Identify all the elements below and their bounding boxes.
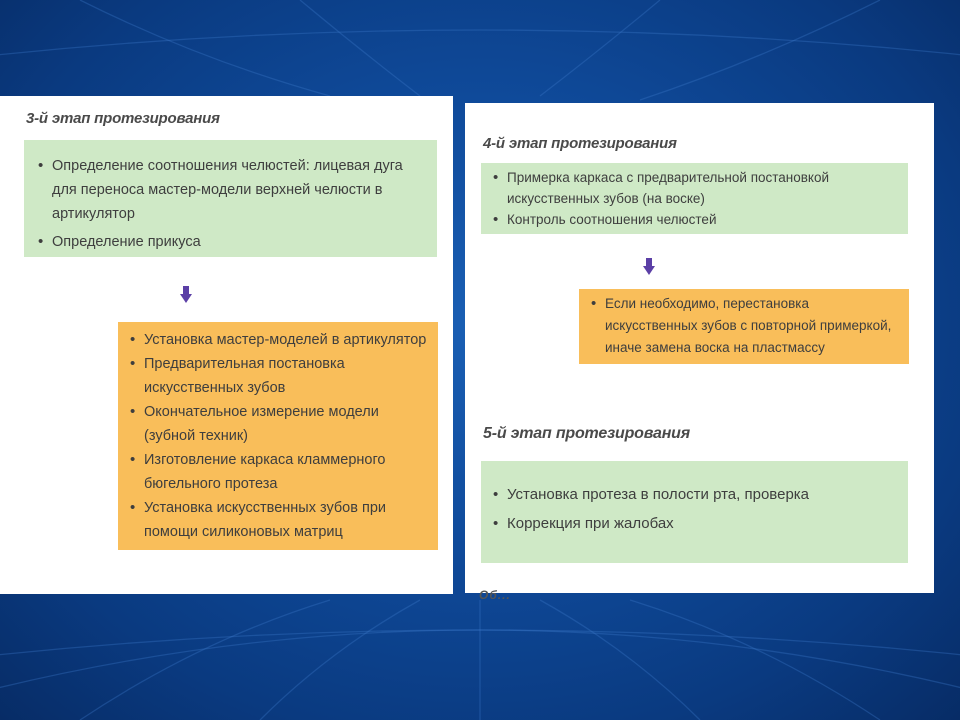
stage3-orange-box xyxy=(118,322,438,550)
list-item: • Примерка каркаса с предварительной постановкой искусственных зубов (на воске) xyxy=(487,167,898,209)
stage4-title: 4-й этап протезирования xyxy=(483,135,677,152)
stage3-panel xyxy=(0,96,453,594)
stage3-title: 3-й этап протезирования xyxy=(26,110,220,127)
stage4-orange-box xyxy=(579,289,909,364)
list-item: • Предварительная постановка искусственных зубов xyxy=(124,352,432,400)
stage5-title: 5-й этап протезирования xyxy=(483,425,690,442)
list-item: • Определение прикуса xyxy=(32,230,427,254)
arrow-down-icon xyxy=(180,286,192,304)
list-item: • Установка протеза в полости рта, проверка xyxy=(487,480,898,509)
stage4-5-panel xyxy=(465,103,934,602)
list-item: • Определение соотношения челюстей: лицевая дуга для переноса мастер-модели верхней челюсти в артикулятор xyxy=(32,154,427,226)
list-item: • Коррекция при жалобах xyxy=(487,509,898,538)
stage4-green-box xyxy=(481,163,908,234)
truncated-text: Об... xyxy=(479,588,511,602)
stage3-green-box xyxy=(24,140,437,257)
list-item: • Изготовление каркаса кламмерного бюгельного протеза xyxy=(124,448,432,496)
list-item: • Установка мастер-моделей в артикулятор xyxy=(124,328,432,352)
list-item: • Установка искусственных зубов при помощи силиконовых матриц xyxy=(124,496,432,544)
list-item: • Если необходимо, перестановка искусственных зубов с повторной примеркой, иначе замена воска на пластмассу xyxy=(585,293,901,359)
list-item: • Контроль соотношения челюстей xyxy=(487,209,898,230)
stage5-green-box xyxy=(481,461,908,563)
arrow-down-icon xyxy=(643,258,655,276)
list-item: • Окончательное измерение модели (зубной техник) xyxy=(124,400,432,448)
